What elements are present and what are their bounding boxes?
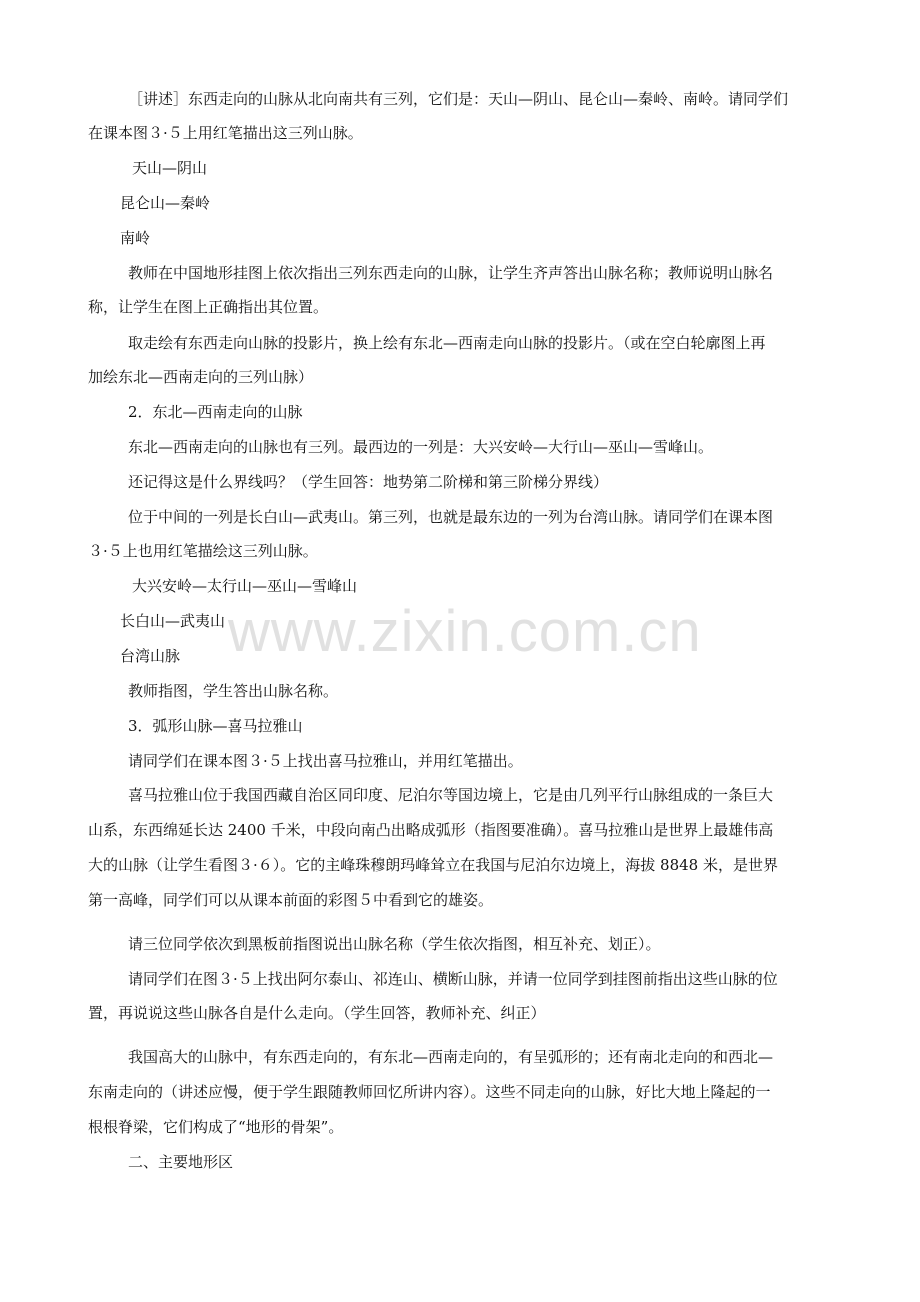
- text-line: 取走绘有东西走向山脉的投影片，换上绘有东北—西南走向山脉的投影片。（或在空白轮廓图上再: [128, 334, 766, 352]
- text-line: 称，让学生在图上正确指出其位置。: [88, 298, 329, 316]
- text-line: 教师在中国地形挂图上依次指出三列东西走向的山脉，让学生齐声答出山脉名称；教师说明山脉名: [128, 264, 774, 282]
- text-line: 东北—西南走向的山脉也有三列。最西边的一列是：大兴安岭—大行山—巫山—雪峰山。: [128, 438, 714, 456]
- text-line: 根根脊梁，它们构成了“地形的骨架”。: [88, 1118, 344, 1136]
- text-line: 教师指图，学生答出山脉名称。: [128, 682, 339, 700]
- text-line: 加绘东北—西南走向的三列山脉）: [88, 368, 314, 386]
- text-line: 还记得这是什么界线吗？（学生回答：地势第二阶梯和第三阶梯分界线）: [128, 473, 609, 491]
- text-line: 南岭: [120, 229, 151, 247]
- text-line: 请三位同学依次到黑板前指图说出山脉名称（学生依次指图，相互补充、划正）。: [128, 935, 661, 953]
- text-line: 台湾山脉: [120, 647, 181, 665]
- text-line: 我国高大的山脉中，有东西走向的，有东北—西南走向的，有呈弧形的；还有南北走向的和西北—: [128, 1048, 774, 1066]
- text-line: 请同学们在图３·５上找出阿尔泰山、祁连山、横断山脉，并请一位同学到挂图前指出这些山脉的位: [128, 970, 778, 988]
- text-line: 第一高峰，同学们可以从课本前面的彩图５中看到它的雄姿。: [88, 891, 494, 909]
- text-line: 大兴安岭—太行山—巫山—雪峰山: [132, 577, 358, 595]
- text-line: 昆仑山—秦岭: [120, 194, 211, 212]
- text-line: 大的山脉（让学生看图３·６）。它的主峰珠穆朗玛峰耸立在我国与尼泊尔边境上，海拔 8848 米，是世界: [88, 856, 778, 874]
- section-heading: 二、主要地形区: [128, 1153, 234, 1171]
- text-line: 位于中间的一列是长白山—武夷山。第三列，也就是最东边的一列为台湾山脉。请同学们在课本图: [128, 508, 774, 526]
- text-line: 长白山—武夷山: [120, 612, 226, 630]
- text-line: 天山—阴山: [132, 159, 208, 177]
- text-line: 请同学们在课本图３·５上找出喜马拉雅山，并用红笔描出。: [128, 752, 523, 770]
- section-heading: 2．东北—西南走向的山脉: [128, 403, 303, 421]
- text-line: ３·５上也用红笔描绘这三列山脉。: [88, 542, 318, 560]
- site-watermark: www.zixin.com.cn: [228, 599, 702, 664]
- text-line: 东南走向的（讲述应慢，便于学生跟随教师回忆所讲内容）。这些不同走向的山脉，好比大地上隆起的一: [88, 1083, 771, 1101]
- text-line: 置，再说说这些山脉各自是什么走向。（学生回答，教师补充、纠正）: [88, 1004, 546, 1022]
- text-line: 山系，东西绵延长达 2400 千米，中段向南凸出略成弧形（指图要准确）。喜马拉雅山是世界上最雄伟高: [88, 821, 774, 839]
- section-heading: 3．弧形山脉—喜马拉雅山: [128, 717, 303, 735]
- text-line: ［讲述］东西走向的山脉从北向南共有三列，它们是：天山—阴山、昆仑山—秦岭、南岭。请同学们: [128, 90, 789, 108]
- text-line: 喜马拉雅山位于我国西藏自治区同印度、尼泊尔等国边境上，它是由几列平行山脉组成的一条巨大: [128, 786, 774, 804]
- text-line: 在课本图３·５上用红笔描出这三列山脉。: [88, 124, 363, 142]
